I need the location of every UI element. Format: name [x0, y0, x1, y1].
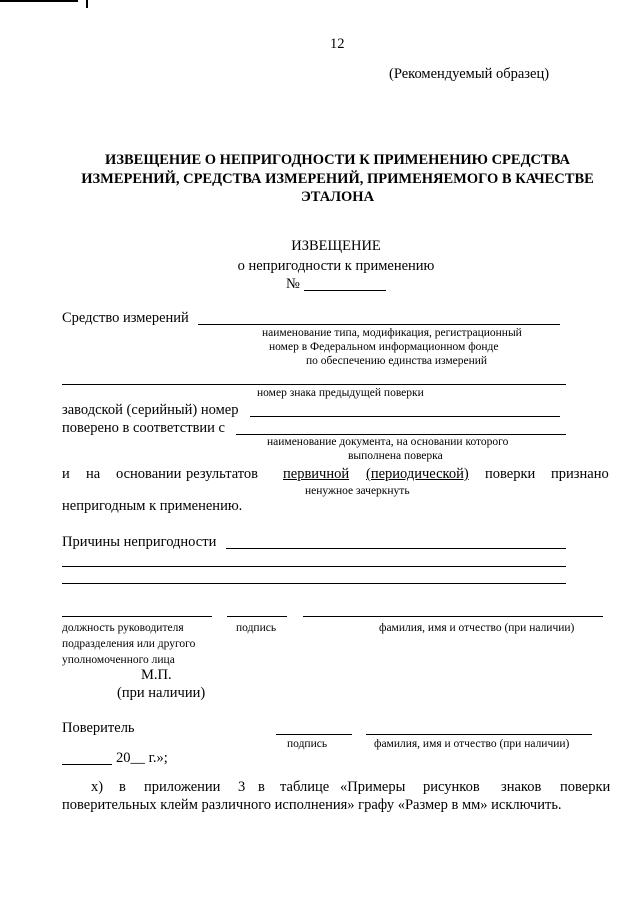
mark-number-line [62, 384, 566, 385]
signature-hint: подпись [236, 622, 277, 634]
verifier-signature-line [276, 734, 352, 735]
instrument-hint-1: наименование типа, модификация, регистрационный [262, 327, 522, 339]
document-title-line1: ИЗВЕЩЕНИЕ О НЕПРИГОДНОСТИ К ПРИМЕНЕНИЮ СРЕДСТВА [105, 152, 570, 168]
document-title-line3: ЭТАЛОНА [300, 189, 375, 205]
results-word-6: признано [551, 466, 609, 482]
scan-edge-tick [86, 0, 88, 8]
footer-line-2: поверительных клейм различного исполнения» графу «Размер в мм» исключить. [62, 797, 562, 813]
unfit-text: непригодным к применению. [62, 498, 243, 514]
footer-word-9: знаков [501, 779, 542, 795]
scan-edge-mark [0, 0, 78, 2]
results-word-1: и [62, 466, 70, 482]
stamp-label: М.П. [141, 667, 172, 683]
serial-number-label: заводской (серийный) номер [62, 402, 239, 418]
results-periodic: (периодической) [366, 466, 469, 482]
footer-word-1: х) [91, 779, 104, 795]
verified-hint-2: выполнена поверка [348, 450, 443, 462]
instrument-hint-3: по обеспечению единства измерений [306, 355, 488, 367]
notice-subheading: о непригодности к применению [237, 258, 435, 274]
notice-number-label: № [286, 276, 300, 292]
mark-number-hint: номер знака предыдущей поверки [257, 387, 424, 399]
reasons-line-2 [62, 566, 566, 567]
recommended-sample-note: (Рекомендуемый образец) [389, 66, 550, 82]
results-word-2: на [86, 466, 101, 482]
stamp-note: (при наличии) [117, 685, 206, 701]
serial-number-line [250, 416, 560, 417]
notice-heading: ИЗВЕЩЕНИЕ [291, 238, 381, 254]
footer-word-10: поверки [560, 779, 611, 795]
footer-word-4: 3 [238, 779, 246, 795]
verified-label: поверено в соответствии с [62, 420, 225, 436]
results-word-3: основании [116, 466, 182, 482]
verifier-fio-hint: фамилия, имя и отчество (при наличии) [374, 738, 570, 750]
instrument-line [198, 324, 560, 325]
reasons-line-3 [62, 583, 566, 584]
verified-line [236, 434, 566, 435]
position-hint-3: уполномоченного лица [62, 654, 175, 666]
instrument-hint-2: номер в Федеральном информационном фонде [269, 341, 499, 353]
footer-word-5: в [258, 779, 265, 795]
date-text: 20__ г.»; [116, 750, 168, 766]
signature-line [227, 616, 287, 617]
instrument-label: Средство измерений [62, 310, 189, 326]
footer-word-3: приложении [144, 779, 221, 795]
verified-hint-1: наименование документа, на основании которого [267, 436, 509, 448]
results-word-5: поверки [485, 466, 536, 482]
fio-line [303, 616, 603, 617]
reasons-label: Причины непригодности [62, 534, 217, 550]
position-hint-2: подразделения или другого [62, 638, 196, 650]
results-primary: первичной [283, 466, 350, 482]
verifier-signature-hint: подпись [287, 738, 328, 750]
position-line [62, 616, 212, 617]
footer-word-8: рисунков [423, 779, 480, 795]
position-hint-1: должность руководителя [62, 622, 184, 634]
footer-word-2: в [119, 779, 126, 795]
date-day-line [62, 764, 112, 765]
notice-number-line [304, 290, 386, 291]
strike-hint: ненужное зачеркнуть [305, 485, 410, 497]
footer-word-7: «Примеры [340, 779, 406, 795]
results-word-4: результатов [186, 466, 259, 482]
fio-hint: фамилия, имя и отчество (при наличии) [379, 622, 575, 634]
reasons-line-1 [226, 548, 566, 549]
verifier-fio-line [366, 734, 592, 735]
page-number: 12 [330, 36, 345, 52]
verifier-label: Поверитель [62, 720, 135, 736]
footer-word-6: таблице [280, 779, 330, 795]
document-title-line2: ИЗМЕРЕНИЙ, СРЕДСТВА ИЗМЕРЕНИЙ, ПРИМЕНЯЕМОГО В КАЧЕСТВЕ [81, 171, 594, 187]
